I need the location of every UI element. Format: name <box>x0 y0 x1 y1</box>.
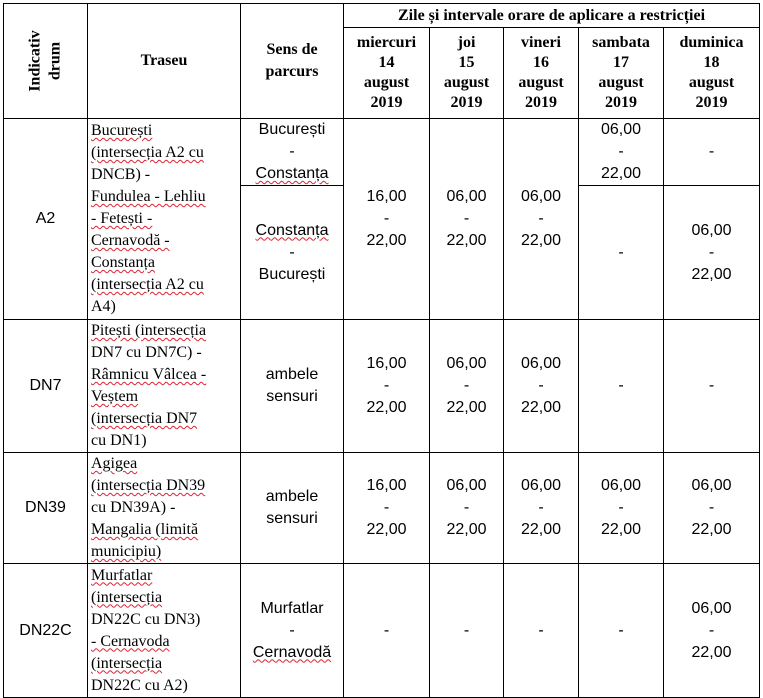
table-row <box>4 119 760 186</box>
sens-line: - <box>289 143 295 160</box>
time-cell: - <box>430 564 504 698</box>
time-cell: 06,00 - 22,00 <box>664 564 760 698</box>
day-month: august <box>518 74 564 91</box>
day-month: august <box>688 74 735 91</box>
time-cell: 16,00 - 22,00 <box>344 453 430 564</box>
time-cell: 06,00 - 22,00 <box>430 320 504 453</box>
day-number: 16 <box>533 54 549 71</box>
drum-cell: DN22C <box>4 564 88 698</box>
day-year: 2019 <box>525 94 557 111</box>
traseu-cell <box>88 320 241 453</box>
time-cell: 06,00 - 22,00 <box>579 119 664 186</box>
time-cell: 06,00 - 22,00 <box>664 453 760 564</box>
day-name: duminica <box>679 34 744 51</box>
traseu-line: Cernavodă - <box>91 232 170 249</box>
header-sens-line1: Sens de <box>266 41 318 58</box>
table-row <box>4 453 760 564</box>
traseu-line: Agigea <box>91 455 138 472</box>
time-cell: 06,00 - 22,00 <box>504 320 579 453</box>
time-cell: - <box>664 320 760 453</box>
traseu-line: (intersecția <box>91 588 163 606</box>
traseu-line: DNCB) - <box>91 166 151 183</box>
time-cell: 06,00 - 22,00 <box>664 186 760 320</box>
drum-cell: DN39 <box>4 453 88 564</box>
header-indicativ-line2: drum <box>46 41 64 81</box>
traseu-line: municipiu) <box>91 543 162 560</box>
table-row <box>4 320 760 453</box>
time-cell: - <box>579 564 664 698</box>
day-name: miercuri <box>356 34 417 51</box>
traseu-cell <box>88 564 241 698</box>
time-cell: 06,00 - 22,00 <box>430 453 504 564</box>
day-year: 2019 <box>370 94 403 111</box>
traseu-line: DN22C cu A2) <box>91 676 188 694</box>
header-zile: Zile și intervale orare de aplicare a restricției <box>344 4 760 28</box>
day-month: august <box>598 74 644 91</box>
sens-line: Constanța <box>255 221 329 239</box>
traseu-line: (intersecția DN7 <box>91 410 198 427</box>
day-month: august <box>443 74 490 91</box>
header-indicativ <box>4 4 88 119</box>
day-number: 18 <box>703 54 720 71</box>
traseu-line: cu DN39A) - <box>91 499 176 516</box>
time-cell: - <box>344 564 430 698</box>
time-cell: - <box>504 564 579 698</box>
traseu-line: (intersecția <box>91 654 163 672</box>
sens-cell: ambele sensuri <box>241 453 344 564</box>
day-number: 17 <box>613 54 629 71</box>
time-cell: 06,00 - 22,00 <box>504 453 579 564</box>
traseu-cell <box>88 453 241 564</box>
header-day-sambata <box>579 28 664 119</box>
header-day-duminica <box>664 28 760 119</box>
sens-line: - <box>289 243 295 261</box>
traseu-line: DN22C cu DN3) <box>91 610 201 628</box>
traseu-line: (intersecția A2 cu <box>91 144 204 161</box>
day-year: 2019 <box>695 94 728 111</box>
traseu-line: Fundulea - Lehliu <box>91 188 206 205</box>
traseu-line: Veștem <box>91 388 139 405</box>
time-cell: 16,00 - 22,00 <box>344 119 430 320</box>
day-number: 15 <box>458 54 475 71</box>
drum-cell: A2 <box>4 119 88 320</box>
sens-cell: Murfatlar - Cernavodă <box>241 564 344 698</box>
day-name: sambata <box>592 34 650 51</box>
drum-cell: DN7 <box>4 320 88 453</box>
table-row <box>4 564 760 698</box>
day-name: vineri <box>521 34 561 51</box>
traseu-line: (intersecția DN39 <box>91 477 206 494</box>
sens-line: Constanța <box>255 165 329 182</box>
day-year: 2019 <box>605 94 637 111</box>
header-day-vineri <box>504 28 579 119</box>
traseu-line: DN7 cu DN7C) - <box>91 344 202 361</box>
traseu-line: cu DN1) <box>91 432 147 449</box>
day-year: 2019 <box>450 94 483 111</box>
day-month: august <box>363 74 410 91</box>
time-cell: 06,00 - 22,00 <box>579 453 664 564</box>
traseu-line: A4) <box>91 298 116 315</box>
sens-cell: ambele sensuri <box>241 320 344 453</box>
day-name: joi <box>457 34 476 51</box>
time-cell: 16,00 - 22,00 <box>344 320 430 453</box>
restrictions-table <box>3 3 760 698</box>
time-cell: - <box>579 186 664 320</box>
time-cell: 06,00 - 22,00 <box>504 119 579 320</box>
traseu-line: - Cernavoda <box>91 632 170 650</box>
sens-line: București <box>258 121 326 138</box>
header-day-joi <box>430 28 504 119</box>
header-sens <box>241 4 344 119</box>
header-traseu: Traseu <box>88 4 241 119</box>
traseu-line: (intersecția A2 cu <box>91 276 204 293</box>
traseu-line: Râmnicu Vâlcea - <box>91 366 207 383</box>
header-indicativ-line1: Indicativ <box>26 30 44 92</box>
sens-cell <box>241 119 344 186</box>
traseu-line: Mangalia (limită <box>91 521 199 538</box>
traseu-line: Murfatlar <box>91 566 153 584</box>
header-sens-line2: parcurs <box>265 63 319 80</box>
header-day-miercuri <box>344 28 430 119</box>
time-cell: - <box>579 320 664 453</box>
traseu-line: Constanța <box>91 254 155 271</box>
time-cell: - <box>664 119 760 186</box>
sens-cell <box>241 186 344 320</box>
traseu-line: București <box>91 122 153 139</box>
sens-line: București <box>258 265 326 283</box>
traseu-line: Pitești (intersecția <box>91 322 207 339</box>
traseu-line: - Fetești - <box>91 210 153 227</box>
traseu-cell <box>88 119 241 320</box>
time-cell: 06,00 - 22,00 <box>430 119 504 320</box>
day-number: 14 <box>378 54 395 71</box>
